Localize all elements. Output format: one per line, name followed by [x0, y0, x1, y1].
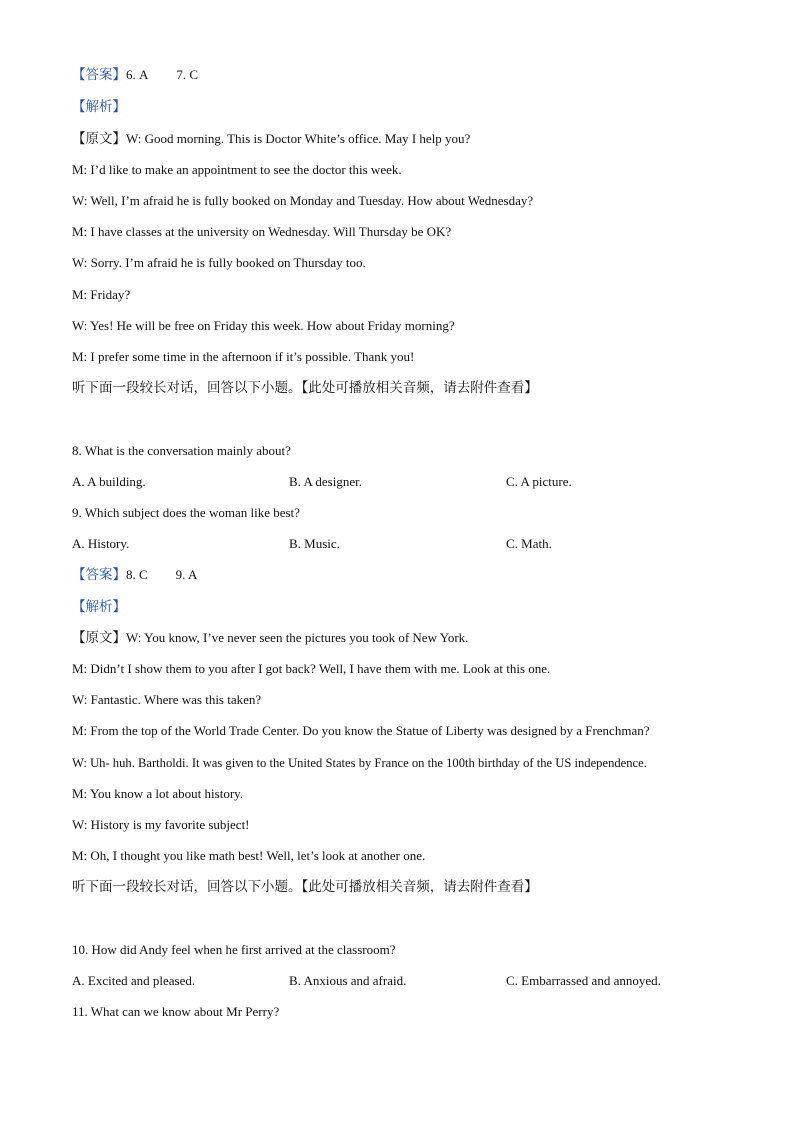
dialogue-line: W: Fantastic. Where was this taken?	[72, 692, 262, 707]
answer-8: 8. C	[126, 567, 148, 582]
answer-6: 6. A	[126, 67, 149, 82]
answer-line-1	[72, 66, 198, 84]
listening-instruction: 听下面一段较长对话，回答以下小题。【此处可播放相关音频，请去附件查看】	[72, 380, 538, 396]
dialogue-line: M: Oh, I thought you like math best! Well, let’s look at another one.	[72, 848, 426, 863]
dialogue-line: W: You know, I’ve never seen the pictures you took of New York.	[126, 630, 469, 645]
option-8b: B. A designer.	[289, 474, 362, 489]
transcript-tag: 【原文】	[72, 630, 126, 646]
option-8a: A. A building.	[72, 474, 146, 489]
transcript-line	[72, 130, 470, 148]
option-10b: B. Anxious and afraid.	[289, 973, 407, 988]
transcript-line	[72, 629, 468, 647]
dialogue-line: M: Didn’t I show them to you after I got back? Well, I have them with me. Look at this one.	[72, 661, 551, 676]
option-10c: C. Embarrassed and annoyed.	[506, 973, 661, 988]
answer-7: 7. C	[176, 67, 199, 82]
option-9c: C. Math.	[506, 536, 552, 551]
dialogue-line: M: You know a lot about history.	[72, 786, 244, 801]
listening-instruction: 听下面一段较长对话，回答以下小题。【此处可播放相关音频，请去附件查看】	[72, 879, 538, 895]
dialogue-line: W: History is my favorite subject!	[72, 817, 250, 832]
answer-line-2	[72, 566, 197, 584]
question-9: 9. Which subject does the woman like best?	[72, 505, 300, 520]
analysis-tag: 【解析】	[72, 599, 126, 615]
option-8c: C. A picture.	[506, 474, 572, 489]
question-8: 8. What is the conversation mainly about?	[72, 443, 291, 458]
dialogue-line: M: I prefer some time in the afternoon if it’s possible. Thank you!	[72, 349, 415, 364]
question-11: 11. What can we know about Mr Perry?	[72, 1004, 280, 1019]
dialogue-line: M: Friday?	[72, 287, 131, 302]
dialogue-line: W: Well, I’m afraid he is fully booked on Monday and Tuesday. How about Wednesday?	[72, 193, 534, 208]
question-10: 10. How did Andy feel when he first arrived at the classroom?	[72, 942, 396, 957]
option-10a: A. Excited and pleased.	[72, 973, 196, 988]
dialogue-line: M: I have classes at the university on Wednesday. Will Thursday be OK?	[72, 224, 452, 239]
answer-tag: 【答案】	[72, 67, 126, 83]
analysis-tag: 【解析】	[72, 99, 126, 115]
dialogue-line: W: Uh- huh. Bartholdi. It was given to the United States by France on the 100th birthday of the US independence.	[72, 756, 647, 770]
dialogue-line: W: Good morning. This is Doctor White’s office. May I help you?	[126, 131, 471, 146]
transcript-tag: 【原文】	[72, 131, 126, 147]
answer-tag: 【答案】	[72, 567, 126, 583]
option-9a: A. History.	[72, 536, 130, 551]
dialogue-line: M: From the top of the World Trade Center. Do you know the Statue of Liberty was designed by a Frenchman?	[72, 723, 650, 738]
dialogue-line: M: I’d like to make an appointment to see the doctor this week.	[72, 162, 402, 177]
answer-9: 9. A	[175, 567, 198, 582]
option-9b: B. Music.	[289, 536, 340, 551]
dialogue-line: W: Sorry. I’m afraid he is fully booked on Thursday too.	[72, 255, 366, 270]
dialogue-line: W: Yes! He will be free on Friday this week. How about Friday morning?	[72, 318, 455, 333]
